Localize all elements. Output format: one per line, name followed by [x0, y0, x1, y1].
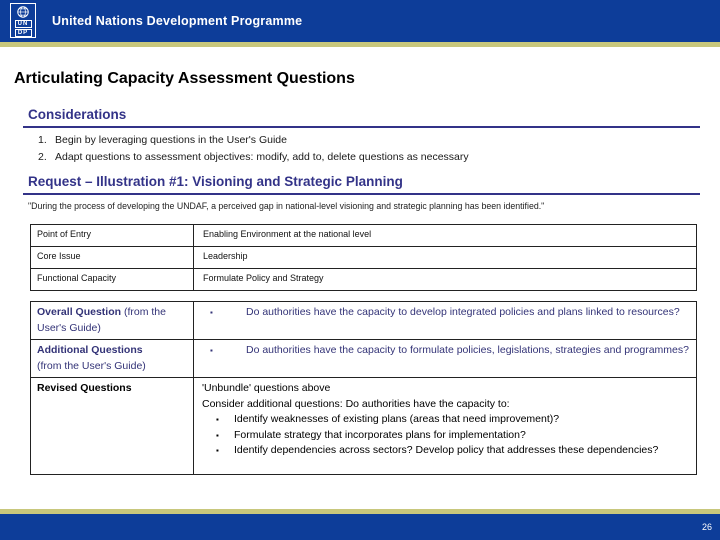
- table-row: [31, 269, 697, 291]
- context-value: Formulate Policy and Strategy: [194, 269, 697, 291]
- context-value: Enabling Environment at the national level: [194, 225, 697, 247]
- list-item-text: Adapt questions to assessment objectives: modify, add to, delete questions as necessary: [55, 151, 469, 163]
- bullet-item: ▪ Identify dependencies across sectors? Develop policy that addresses these dependencies?: [200, 443, 690, 459]
- label-bold: Additional Questions: [37, 344, 143, 356]
- list-item-number: 1.: [38, 134, 47, 146]
- undp-logo: [10, 3, 36, 38]
- context-value: Leadership: [194, 247, 697, 269]
- request-heading: Request – Illustration #1: Visioning and Strategic Planning: [28, 174, 403, 189]
- logo-dp-box: DP: [15, 29, 32, 37]
- question-row-content: [194, 378, 697, 475]
- bullet-item: ▪ Do authorities have the capacity to develop integrated policies and plans linked to resources?: [200, 305, 690, 321]
- bullet-item: ▪ Do authorities have the capacity to formulate policies, legislations, strategies and programmes?: [200, 343, 690, 359]
- list-item-text: Begin by leveraging questions in the User's Guide: [55, 134, 287, 146]
- question-row-content: [194, 302, 697, 340]
- label-bold: Revised Questions: [37, 382, 132, 394]
- un-globe-icon: [16, 5, 30, 19]
- label-rest: (from the User's Guide): [37, 359, 146, 372]
- table-row: [31, 247, 697, 269]
- table-row: [31, 302, 697, 340]
- questions-table: [30, 301, 697, 475]
- page-number: 26: [701, 522, 712, 532]
- question-row-label: [31, 378, 194, 475]
- revised-intro-lines: [200, 381, 690, 412]
- header-brand-text: United Nations Development Programme: [52, 14, 303, 28]
- intro-line: 'Unbundle' questions above: [202, 382, 331, 394]
- bullet-item: ▪ Identify weaknesses of existing plans (areas that need improvement)?: [200, 412, 690, 428]
- context-label: Core Issue: [31, 247, 194, 269]
- considerations-rule: [23, 126, 700, 128]
- list-item: [38, 132, 469, 149]
- considerations-list: [38, 132, 469, 166]
- bullet-item: ▪ Formulate strategy that incorporates plans for implementation?: [200, 428, 690, 444]
- context-table: [30, 224, 697, 291]
- question-row-content: [194, 340, 697, 378]
- header-accent-line: [0, 42, 720, 47]
- considerations-heading: Considerations: [28, 107, 127, 122]
- table-row: [31, 340, 697, 378]
- context-label: Functional Capacity: [31, 269, 194, 291]
- context-label: Point of Entry: [31, 225, 194, 247]
- table-row: [31, 378, 697, 475]
- label-bold: Overall Question: [37, 306, 122, 318]
- intro-line: Consider additional questions: Do authorities have the capacity to:: [202, 397, 510, 410]
- list-item-number: 2.: [38, 151, 47, 163]
- question-row-label: [31, 340, 194, 378]
- request-rule: [23, 193, 700, 195]
- list-item: [38, 149, 469, 166]
- question-row-label: [31, 302, 194, 340]
- logo-un-box: UN: [15, 20, 32, 28]
- table-row: [31, 225, 697, 247]
- request-quote: "During the process of developing the UNDAF, a perceived gap in national-level visioning and strategic planning has been identified.": [28, 201, 545, 211]
- page-title: Articulating Capacity Assessment Questions: [14, 70, 355, 87]
- footer-bar: [0, 514, 720, 540]
- label-rest: (from the User's Guide): [37, 306, 166, 334]
